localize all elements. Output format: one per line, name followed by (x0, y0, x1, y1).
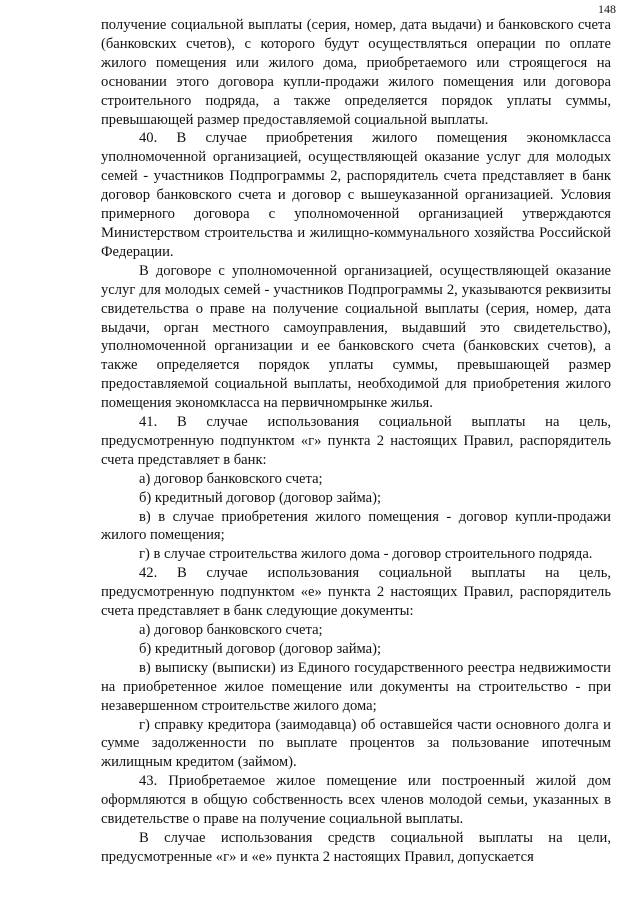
list-item: а) договор банковского счета; (139, 470, 323, 487)
paragraph: 42. В случае использования социальной выплаты на цель, предусмотренную подпунктом «е» пункта 2 настоящих Правил, распорядитель счета представляет в банк следующие документы: (101, 565, 611, 620)
paragraph: В случае использования средств социальной выплаты на цели, предусмотренные «г» и «е» пункта 2 настоящих Правил, допускается (101, 829, 611, 865)
paragraph: 40. В случае приобретения жилого помещения экономкласса уполномоченной организацией, осуществляющей оказание услуг для молодых семей - участников Подпрограммы 2, распорядитель счета представляет в банк договор банковского счета и договор с вышеуказанной организацией. Условия примерного договора с уполномоченной организацией утверждаются Министерством строительства и жилищно-коммунального хозяйства Российской Федерации. (101, 130, 611, 260)
list-item: б) кредитный договор (договор займа); (139, 640, 382, 657)
list-item: г) в случае строительства жилого дома - договор строительного подряда. (139, 546, 593, 563)
list-item: г) справку кредитора (заимодавца) об оставшейся части основного долга и сумме задолженности по выплате процентов за пользование ипотечным жилищным кредитом (займом). (101, 716, 611, 771)
page-number: 148 (598, 2, 616, 16)
paragraph: 43. Приобретаемое жилое помещение или построенный жилой дом оформляются в общую собственность всех членов молодой семьи, указанных в свидетельстве о праве на получение социальной выплаты. (101, 773, 611, 828)
paragraph: получение социальной выплаты (серия, номер, дата выдачи) и банковского счета (банковских счетов), с которого будут осуществляться операции по оплате жилого помещения или жилого дома, приобретаемого или строящегося на основании этого договора купли-продажи жилого помещения или договора строительного подряда, а также определяется порядок уплаты суммы, превышающей размер предоставляемой социальной выплаты. (101, 17, 611, 128)
list-item: в) выписку (выписки) из Единого государственного реестра недвижимости на приобретенное жилое помещение или документы на строительство - при незавершенном строительстве жилого дома; (101, 659, 611, 714)
document-body (101, 16, 611, 867)
list-item: а) договор банковского счета; (139, 622, 323, 638)
paragraph: В договоре с уполномоченной организацией, осуществляющей оказание услуг для молодых семей - участников Подпрограммы 2, указываются реквизиты свидетельства о праве на получение социальной выплаты (серия, номер, дата выдачи, орган местного самоуправления, выдавший это свидетельство), уполномоченной организации и ее банковского счета (банковских счетов), а также определяется порядок уплаты суммы, превышающей размер предоставляемой социальной выплаты, необходимой для приобретения жилого помещения экономкласса на первичномрынке жилья. (101, 262, 611, 412)
list-item: б) кредитный договор (договор займа); (139, 489, 382, 506)
paragraph: 41. В случае использования социальной выплаты на цель, предусмотренную подпунктом «г» пункта 2 настоящих Правил, распорядитель счета представляет в банк: (101, 414, 611, 468)
list-item: в) в случае приобретения жилого помещения - договор купли-продажи жилого помещения; (101, 508, 611, 544)
